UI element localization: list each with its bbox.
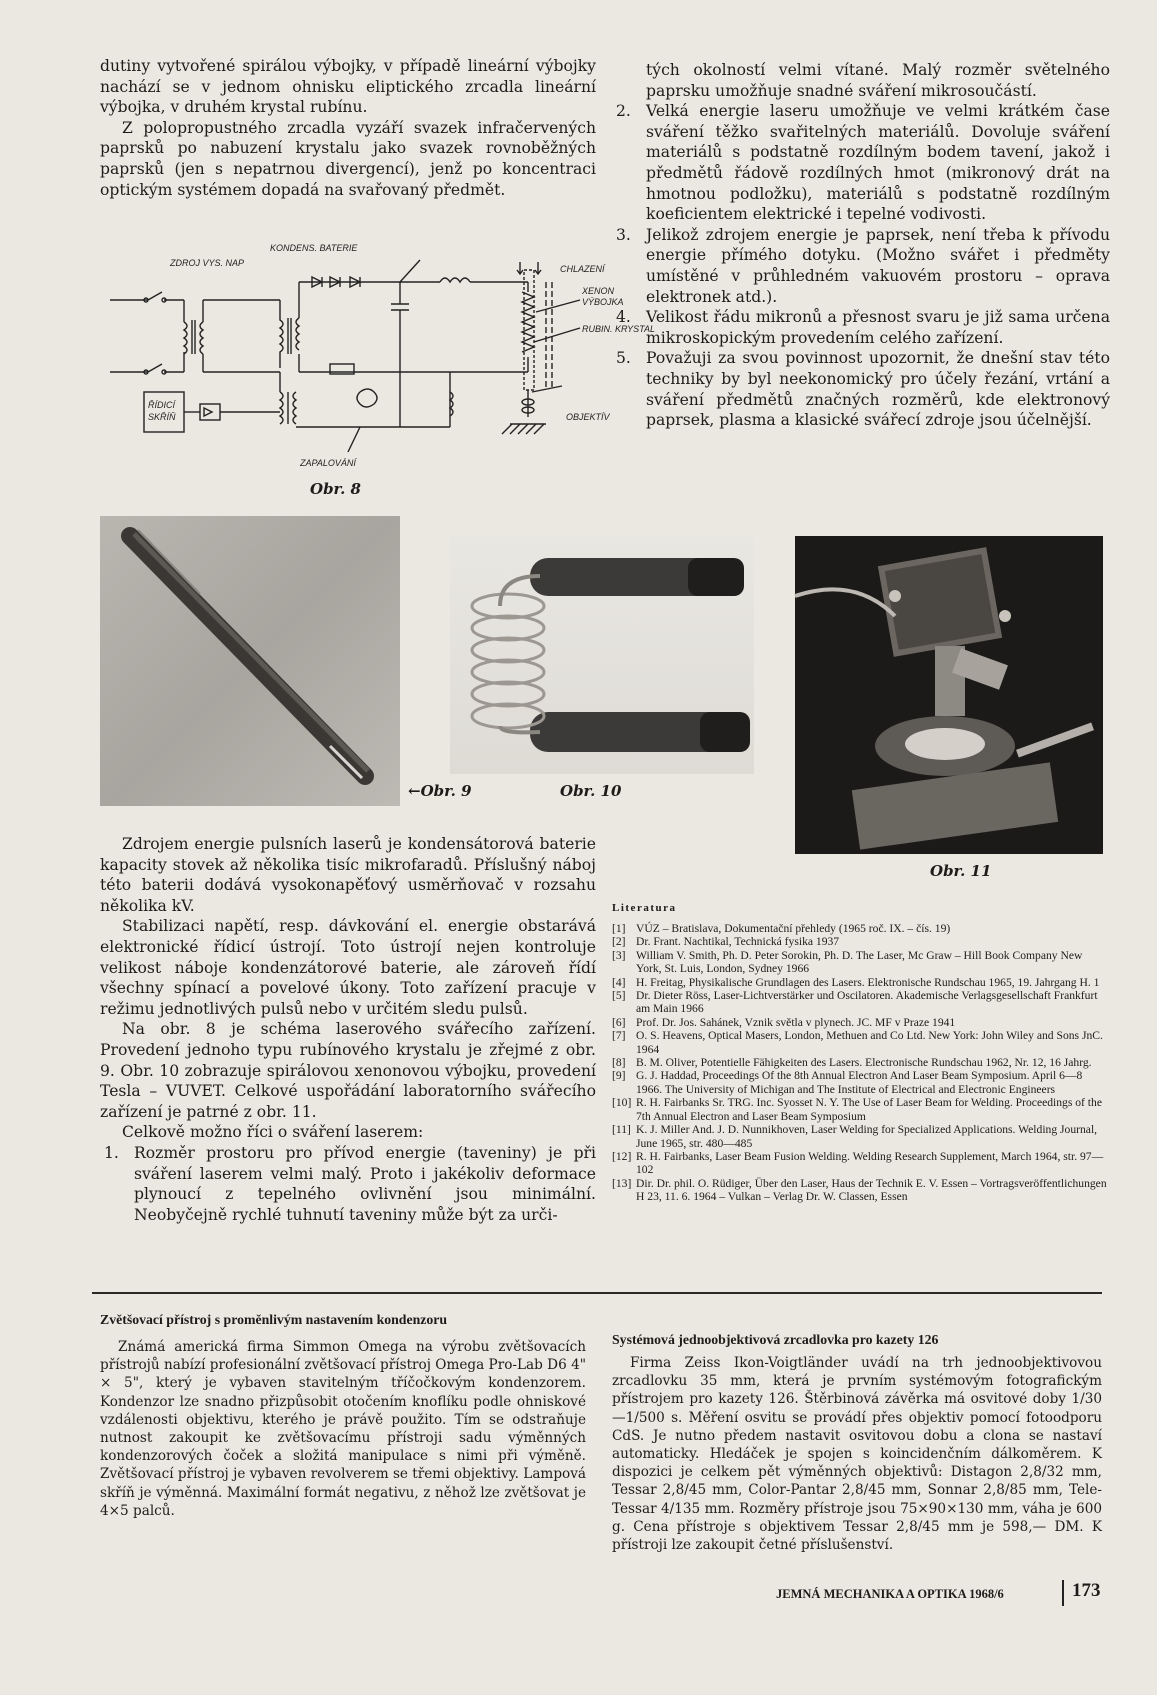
list-text: Považuji za svou povinnost upozornit, že dnešní stav této techniky by byl neekonomický pro účely řezání, vrtání a sváření předmětů značných rozměrů, kde elektronový paprsek, plasma a klasické svářecí zdroje jsou účelnější. bbox=[646, 349, 1110, 430]
news-title: Zvětšovací přístroj s proměnlivým nastavením kondenzoru bbox=[100, 1312, 448, 1327]
list-item bbox=[612, 307, 1110, 348]
label-zapalovani: ZAPALOVÁNÍ bbox=[300, 458, 356, 468]
paragraph: dutiny vytvořené spirálou výbojky, v případě lineární výbojky nachází se v jednom ohnisku eliptického zrcadla lineární výbojka, v druhém krystal rubínu. bbox=[100, 57, 596, 117]
reference-item bbox=[612, 935, 1108, 948]
reference-item bbox=[612, 1069, 1108, 1096]
reference-item bbox=[612, 1029, 1108, 1056]
section-divider bbox=[92, 1292, 1102, 1294]
reference-item bbox=[612, 1177, 1108, 1204]
news-title: Systémová jednoobjektivová zrcadlovka pro kazety 126 bbox=[612, 1332, 939, 1347]
paragraph: Celkově možno říci o sváření laserem: bbox=[122, 1123, 424, 1142]
reference-item bbox=[612, 922, 1108, 935]
list-text: Velikost řádu mikronů a přesnost svaru je již sama určena mikroskopickým provedením celého zařízení. bbox=[646, 308, 1110, 347]
right-column-top bbox=[612, 60, 1110, 431]
photo-lab-setup bbox=[795, 536, 1103, 854]
reference-number: [2] bbox=[612, 935, 626, 949]
reference-item bbox=[612, 1150, 1108, 1177]
list-number: 3. bbox=[616, 225, 631, 244]
laser-welder-schematic bbox=[100, 243, 656, 502]
footer-rule bbox=[1062, 1580, 1064, 1606]
news-item-enlarger bbox=[100, 1312, 586, 1520]
reference-text: R. H. Fairbanks Sr. TRG. Inc. Syosset N. Y. The Use of Laser Beam for Welding. Proceedings of the 7th Annual Electron and Laser Beam Symposium bbox=[636, 1096, 1102, 1123]
news-item-camera bbox=[612, 1332, 1102, 1554]
paragraph: Zdrojem energie pulsních laserů je kondensátorová baterie kapacity stovek až několika tisíc mikrofaradů. Příslušný náboj této baterii dodává vysokonapěťový usměrňovač v rozsahu několika kV. bbox=[100, 835, 596, 915]
paragraph: Stabilizaci napětí, resp. dávkování el. energie obstarává elektronické řídicí ústrojí. Toto ústrojí nejen kontroluje velikost náboje kondenzátorové baterie, ale zároveň řídí všechny spínací a povelové úkony. Toto zařízení pracuje v režimu jednotlivých pulsů nebo v určitém sledu pulsů. bbox=[100, 917, 596, 1018]
reference-item bbox=[612, 989, 1108, 1016]
references-list bbox=[612, 922, 1108, 1204]
photo-ruby-crystal bbox=[100, 516, 400, 806]
photo-xenon-lamp bbox=[450, 536, 754, 774]
references-heading: Literatura bbox=[612, 902, 677, 914]
label-chlazeni: CHLAZENÍ bbox=[560, 264, 605, 274]
paragraph: Na obr. 8 je schéma laserového svářecího zařízení. Provedení jednoho typu rubínového krystalu je zřejmé z obr. 9. Obr. 10 zobrazuje spirálovou xenonovou výbojku, provedení Tesla – VUVET. Celkové uspořádání laboratorního svářecího zařízení je patrné z obr. 11. bbox=[100, 1020, 596, 1121]
list-number: 2. bbox=[616, 102, 631, 121]
label-skrin: SKŘÍŇ bbox=[148, 412, 176, 422]
journal-name: JEMNÁ MECHANIKA A OPTIKA 1968/6 bbox=[776, 1587, 1004, 1601]
label-vybojka: VÝBOJKA bbox=[582, 297, 624, 307]
label-xenon: XENON bbox=[582, 286, 615, 296]
left-column-top bbox=[100, 56, 596, 200]
reference-text: Dr. Frant. Nachtikal, Technická fysika 1937 bbox=[636, 935, 840, 949]
reference-number: [3] bbox=[612, 948, 626, 962]
reference-text: Dr. Dieter Röss, Laser-Lichtverstärker und Oscilatoren. Akademische Verlagsgesellschaft Frankfurt am Main 1966 bbox=[636, 989, 1098, 1016]
paragraph: Z polopropustného zrcadla vyzáří svazek infračervených paprsků po nabuzení krystalu jako svazek rovnoběžných paprsků (jen s nepatrnou divergencí), jenž po koncentraci optickým systémem dopadá na svařovaný předmět. bbox=[100, 118, 596, 199]
reference-item bbox=[612, 1016, 1108, 1029]
list-item bbox=[612, 225, 1110, 307]
reference-text: O. S. Heavens, Optical Masers, London, Methuen and Co Ltd. New York: John Wiley and Sons JnC. 1964 bbox=[636, 1029, 1103, 1056]
list-number: 4. bbox=[616, 308, 631, 327]
caption-obr9: ←Obr. 9 bbox=[408, 782, 472, 800]
label-rubin: RUBIN. KRYSTAL bbox=[582, 324, 656, 334]
caption-obr10: Obr. 10 bbox=[560, 782, 622, 800]
list-number: 5. bbox=[616, 349, 631, 368]
reference-text: William V. Smith, Ph. D. Peter Sorokin, Ph. D. The Laser, Mc Graw – Hill Book Company New York, St. Luis, London, Sydney 1966 bbox=[636, 948, 1083, 976]
list-text: Velká energie laseru umožňuje ve velmi krátkém čase sváření těžko svařitelných materiálů. Dovoluje sváření materiálů s podstatně rozdílným bodem tavení, jakož i předmětů řádově rozdílných hmot (mikronový drát na hmotnou podložku), materiálů s podstatně rozdílným koeficientem elektrické i tepelné vodivosti. bbox=[646, 102, 1110, 224]
label-ridici: ŘÍDICÍ bbox=[148, 400, 175, 410]
reference-text: R. H. Fairbanks, Laser Beam Fusion Welding. Welding Research Supplement, March 1964, str. 97—102 bbox=[636, 1149, 1104, 1177]
reference-number: [5] bbox=[612, 989, 626, 1003]
reference-text: B. M. Oliver, Potentielle Fähigkeiten des Lasers. Electronische Rundschau 1962, Nr. 12, 16 Jahrg. bbox=[636, 1056, 1092, 1070]
news-text: Firma Zeiss Ikon-Voigtländer uvádí na trh jednoobjektivovou zrcadlovku 35 mm, která je prvním systémovým fotografickým přístrojem pro kazety 126. Štěrbinová závěrka má osvitové doby 1/30—1/500 s. Měření osvitu se provádí přes objektiv pomocí fotoodporu CdS. Je nutno předem nastavit osvitovou dobu a clona se nastaví automaticky. Hledáček je spojen s koincidenčním dálkoměrem. K dispozici je celkem pět výměnných objektivů: Distagon 2,8/32 mm, Tessar 2,8/45 mm, Color-Pantar 2,8/45 mm, Sonnar 2,8/85 mm, Tele-Tessar 4/135 mm. Rozměry přístroje jsou 75×90×130 mm, váha je 600 g. Cena přístroje s objektivem Tessar 2,8/45 mm je 598,— DM. K přístroji lze zakoupit četné příslušenství. bbox=[612, 1355, 1102, 1554]
label-zdroj: ZDROJ VYS. NAP bbox=[170, 258, 245, 268]
list-item bbox=[612, 348, 1110, 430]
reference-number: [6] bbox=[612, 1015, 626, 1029]
list-item bbox=[100, 1143, 596, 1225]
reference-text: K. J. Miller And. J. D. Nunnikhoven, Laser Welding for Specialized Applications. Welding Journal, June 1965, str. 480—485 bbox=[636, 1123, 1098, 1150]
reference-item bbox=[612, 976, 1108, 989]
references bbox=[612, 902, 1108, 1204]
reference-number: [7] bbox=[612, 1029, 626, 1043]
reference-number: [8] bbox=[612, 1056, 626, 1070]
reference-number: [1] bbox=[612, 922, 626, 935]
label-kondens: KONDENS. BATERIE bbox=[270, 243, 358, 253]
reference-item bbox=[612, 1123, 1108, 1150]
reference-number: [13] bbox=[612, 1176, 632, 1190]
reference-number: [11] bbox=[612, 1123, 631, 1137]
paragraph: tých okolností velmi vítané. Malý rozměr světelného paprsku umožňuje snadné sváření mikrosoučástí. bbox=[646, 61, 1110, 100]
list-text: Jelikož zdrojem energie je paprsek, není třeba k přívodu energie přímého dotyku. (Možno svářet i předměty umístěné v průhledném vakuovém prostoru – oprava elektronek atd.). bbox=[646, 225, 1110, 306]
label-objektiv: OBJEKTÍV bbox=[566, 412, 610, 422]
caption-obr8: Obr. 8 bbox=[310, 480, 361, 498]
caption-obr11: Obr. 11 bbox=[930, 862, 992, 880]
reference-text: H. Freitag, Physikalische Grundlagen des Lasers. Elektronische Rundschau 1965, 19. Jahrgang H. 1 bbox=[636, 975, 1100, 989]
reference-number: [12] bbox=[612, 1149, 632, 1163]
list-text: Rozměr prostoru pro přívod energie (taveniny) je při sváření laserem velmi malý. Proto i jakékoliv deformace plynoucí z tepelného ovlivnění jsou minimální. Neobyčejně rychlé tuhnutí taveniny může být za urči- bbox=[134, 1143, 596, 1224]
reference-item bbox=[612, 949, 1108, 976]
reference-item bbox=[612, 1056, 1108, 1069]
list-item bbox=[612, 101, 1110, 225]
reference-text: Dir. Dr. phil. O. Rüdiger, Über den Laser, Haus der Technik E. V. Essen – Vortragsveröffentlichungen H 23, 11. 6. 1964 – Vulkan – Verlag Dr. W. Classen, Essen bbox=[636, 1176, 1107, 1204]
page-number: 173 bbox=[1072, 1580, 1101, 1601]
news-text: Známá americká firma Simmon Omega na výrobu zvětšovacích přístrojů nabízí profesionální zvětšovací přístroj Omega Pro-Lab D6 4" × 5", který je vybaven stavitelným tříčočkovým kondenzorem. Kondenzor lze snadno přizpůsobit otočením knoflíku podle ohniskové vzdálenosti objektivu, kterého je právě použito. Tím se odstraňuje nutnost zakoupit ke zvětšovacímu přístroji sadu výměnných kondenzorových čoček a složitá manipulace s nimi při výměně. Zvětšovací přístroj je vybaven revolverem se třemi objektivy. Lampová skříň je výměnná. Maximální formát negativu, z něhož lze zvětšovat je 4×5 palců. bbox=[100, 1339, 586, 1519]
reference-text: Prof. Dr. Jos. Sahánek, Vznik světla v plynech. JC. MF v Praze 1941 bbox=[636, 1015, 956, 1029]
list-number: 1. bbox=[104, 1143, 119, 1162]
left-column-bottom bbox=[100, 834, 596, 1225]
reference-number: [9] bbox=[612, 1069, 626, 1083]
reference-item bbox=[612, 1096, 1108, 1123]
reference-text: G. J. Haddad, Proceedings Of the 8th Annual Electron And Laser Beam Symposium. April 6—8 1966. The University of Michigan and The Institute of Electrical and Electronic Engineers bbox=[636, 1069, 1083, 1096]
reference-number: [4] bbox=[612, 975, 626, 989]
reference-text: VÚZ – Bratislava, Dokumentační přehledy (1965 roč. IX. – čís. 19) bbox=[636, 922, 951, 935]
reference-number: [10] bbox=[612, 1096, 632, 1110]
